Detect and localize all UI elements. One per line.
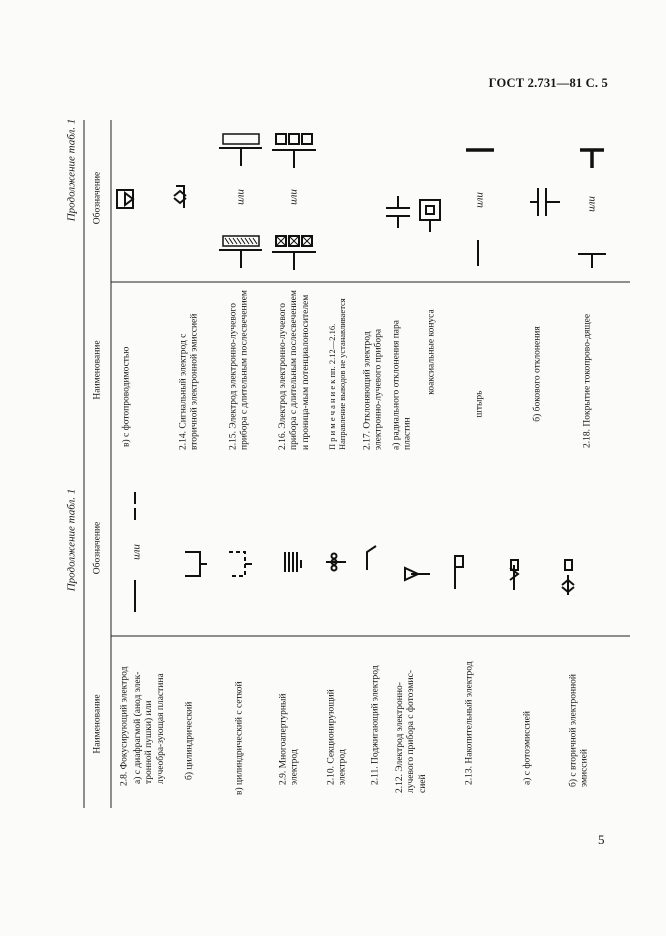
right-row-pin: штырь bbox=[474, 390, 485, 418]
right-row-2-17a: а) радиального отклонения пара пластин bbox=[391, 320, 413, 450]
persistence-permeable-electrode-symbol-1 bbox=[272, 236, 316, 270]
photoconductive-electrode-symbol bbox=[117, 190, 133, 208]
page-header: ГОСТ 2.731—81 С. 5 bbox=[488, 76, 608, 90]
left-row-2-13a: а) с фотоэмиссией bbox=[522, 711, 533, 785]
right-col-symbol-header: Обозначение bbox=[92, 171, 103, 225]
persistence-permeable-electrode-symbol-2 bbox=[272, 134, 316, 168]
right-or-label-4: или bbox=[585, 196, 598, 212]
right-or-label-1: или bbox=[234, 189, 247, 205]
right-row-note: П р и м е ч а н и е к пп. 2.12—2.16. Направление выводов не устанавливается bbox=[326, 298, 347, 450]
right-row-2-17b: б) бокового отклонения bbox=[532, 326, 543, 422]
left-col-symbol-header: Обозначение bbox=[92, 521, 103, 575]
page-number: 5 bbox=[598, 832, 605, 847]
left-row-2-11: 2.11. Поджигающий электрод bbox=[370, 665, 381, 785]
left-row-2-12: 2.12. Электрод электронно-лучевого прибора с фотоэмис-сией bbox=[394, 669, 428, 793]
left-row-2-9: 2.9. Многоапертурный электрод bbox=[278, 693, 300, 785]
left-table-caption: Продолжение табл. 1 bbox=[65, 488, 78, 592]
side-deflection-symbol bbox=[530, 188, 560, 216]
radial-deflection-plates-symbol bbox=[386, 196, 410, 228]
right-row-2-17: 2.17. Отклоняющий электрод электронно-лучевого прибора bbox=[362, 328, 384, 450]
right-row-2-18: 2.18. Покрытие токопрово-дящее bbox=[582, 313, 593, 448]
signal-electrode-symbol bbox=[174, 186, 186, 208]
right-or-label-3: или bbox=[473, 192, 486, 208]
left-row-2-8: 2.8. Фокусирующий электрод bbox=[119, 666, 130, 786]
conductive-coating-symbol-2 bbox=[580, 150, 604, 168]
left-or-label: или bbox=[130, 544, 143, 560]
right-row-2-13c: в) с фотопроводимостью bbox=[121, 346, 132, 447]
right-or-label-2: или bbox=[287, 189, 300, 205]
conductive-coating-symbol-1 bbox=[578, 254, 606, 268]
left-row-2-8a: а) с диафрагмой (анод элек-тронной пушки) или лучеобра-зующая пластина bbox=[132, 671, 166, 784]
left-row-2-13: 2.13. Накопительный электрод bbox=[464, 661, 475, 785]
left-col-name-header: Наименование bbox=[92, 694, 103, 754]
right-table-caption: Продолжение табл. 1 bbox=[65, 118, 78, 222]
persistence-electrode-symbol-1 bbox=[219, 236, 262, 268]
right-col-name-header: Наименование bbox=[92, 340, 103, 400]
left-row-2-13b: б) с вторичной электронной эмиссией bbox=[568, 673, 590, 787]
left-row-2-10: 2.10. Секционирующий электрод bbox=[326, 689, 348, 785]
coaxial-cones-symbol bbox=[420, 200, 440, 232]
persistence-electrode-symbol-2 bbox=[219, 134, 262, 166]
right-row-2-16: 2.16. Электрод электронно-лучевого прибора с длительным послесвечением и проница-мым потенциалоносителем bbox=[277, 290, 311, 450]
left-row-2-8b: б) цилиндрический bbox=[184, 701, 195, 780]
right-row-cones: коаксиальные конуса bbox=[426, 309, 437, 395]
left-row-2-8c: в) цилиндрический с сеткой bbox=[234, 681, 245, 795]
right-row-2-14: 2.14. Сигнальный электрод с вторичной электронной эмиссией bbox=[178, 313, 200, 450]
right-row-2-15: 2.15. Электрод электронно-лучевого прибора с длительным послесвечением bbox=[228, 290, 250, 450]
